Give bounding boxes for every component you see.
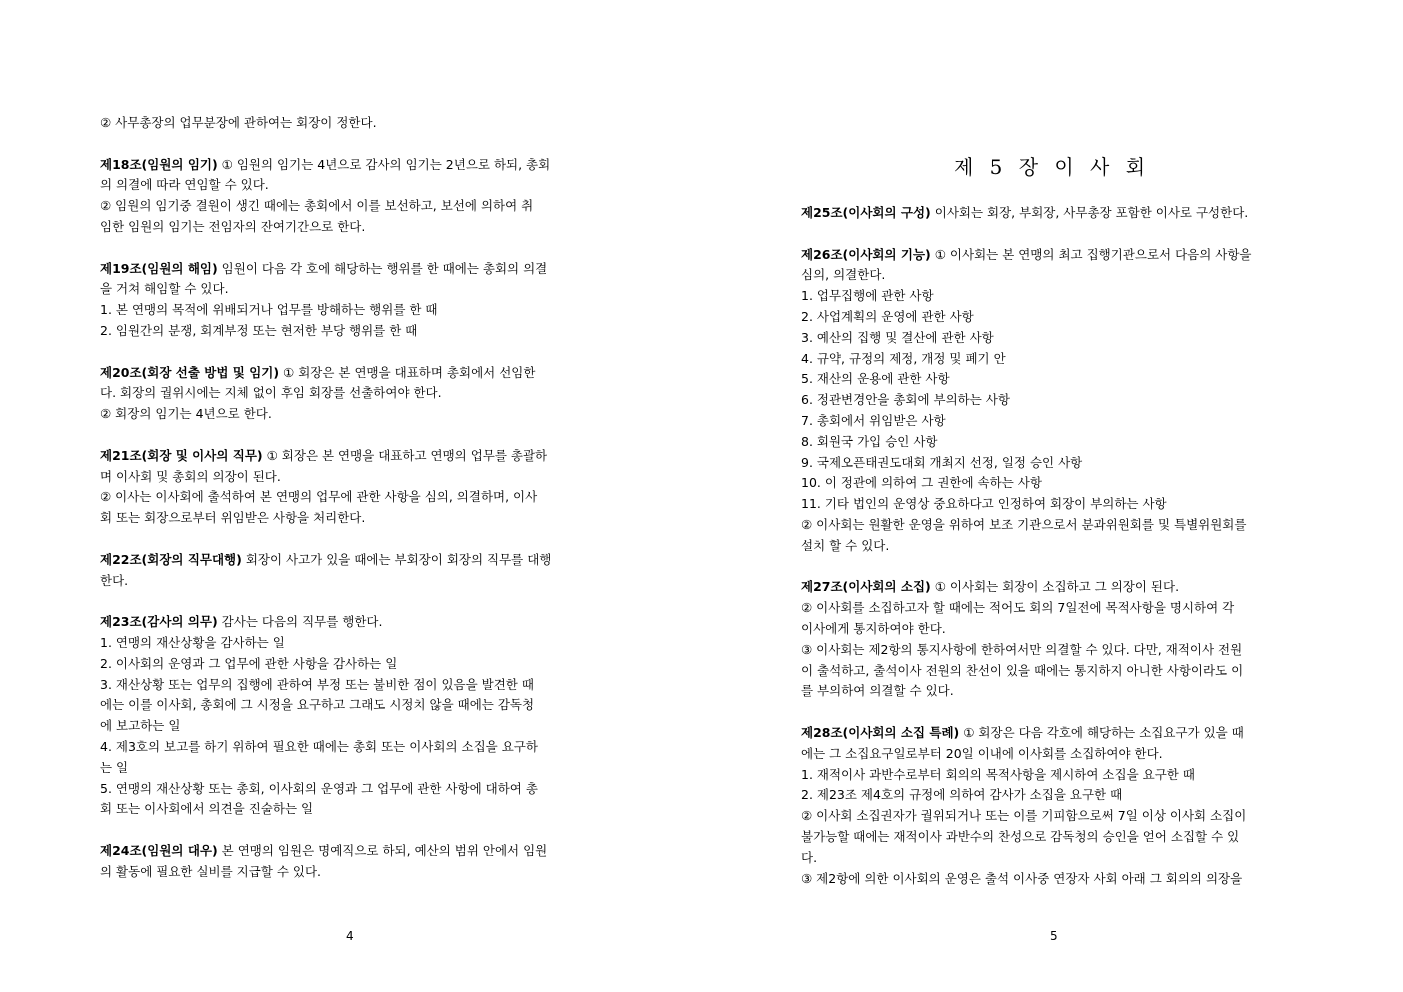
- text-content: ① 이사회는 본 연맹의 최고 집행기관으로서 다음의 사항을: [930, 246, 1252, 262]
- text-line: [100, 550, 602, 571]
- text-line: [801, 765, 1303, 786]
- text-line: [100, 363, 602, 384]
- text-content: 1. 연맹의 재산상황을 감사하는 일: [100, 634, 285, 650]
- text-content: 의 활동에 필요한 실비를 지급할 수 있다.: [100, 863, 322, 879]
- text-content: ① 이사회는 회장이 소집하고 그 의장이 된다.: [930, 579, 1180, 595]
- text-content: 불가능할 때에는 재적이사 과반수의 찬성으로 감독청의 승인을 얻어 소집할 수 있: [801, 828, 1240, 844]
- text-line: [100, 716, 602, 737]
- article-heading: 제18조(임원의 임기): [100, 156, 218, 172]
- text-content: ② 사무총장의 업무분장에 관하여는 회장이 정한다.: [100, 115, 377, 130]
- text-content: ② 이사는 이사회에 출석하여 본 연맹의 업무에 관한 사항을 심의, 의결하며, 이사: [100, 489, 538, 505]
- text-content: 9. 국제오픈태권도대회 개최지 선정, 일정 승인 사항: [801, 454, 1083, 470]
- text-content: 본 연맹의 임원은 명예직으로 하되, 예산의 범위 안에서 임원: [217, 842, 548, 858]
- text-content: 는 일: [100, 759, 129, 775]
- text-content: ① 회장은 본 연맹을 대표하며 총회에서 선임한: [279, 364, 536, 380]
- text-line: [801, 453, 1303, 474]
- text-line: [100, 695, 602, 716]
- article-heading: 제24조(임원의 대우): [100, 842, 218, 858]
- text-content: 8. 회원국 가입 승인 사항: [801, 433, 938, 449]
- text-content: 4. 제3호의 보고를 하기 위하여 필요한 때에는 총회 또는 이사회의 소집을 요구하: [100, 738, 538, 754]
- text-line: [100, 654, 602, 675]
- text-line: [801, 390, 1303, 411]
- text-line: [801, 681, 1303, 702]
- left-page: [0, 0, 701, 992]
- text-line: [801, 328, 1303, 349]
- text-content: 를 부의하여 의결할 수 있다.: [801, 683, 954, 699]
- text-content: 회장이 사고가 있을 때에는 부회장이 회장의 직무를 대행: [241, 551, 552, 567]
- article: [801, 577, 1303, 702]
- text-line: [100, 155, 602, 176]
- text-content: 11. 기타 법인의 운영상 중요하다고 인정하여 회장이 부의하는 사항: [801, 496, 1167, 512]
- chapter-title: 제 5 장 이 사 회: [953, 155, 1151, 179]
- text-line: [100, 321, 602, 342]
- text-line: [100, 446, 602, 467]
- text-line: [100, 862, 602, 883]
- text-line: [801, 723, 1303, 744]
- text-content: 의 의결에 따라 연임할 수 있다.: [100, 177, 269, 193]
- article-heading: 제26조(이사회의 기능): [801, 246, 931, 262]
- text-content: 회 또는 이사회에서 의견을 진술하는 일: [100, 801, 314, 817]
- text-content: 다. 회장의 궐위시에는 지체 없이 후임 회장를 선출하여야 한다.: [100, 385, 442, 401]
- text-line: [801, 536, 1303, 557]
- text-line: [801, 619, 1303, 640]
- text-content: ① 회장은 다음 각호에 해당하는 소집요구가 있을 때: [959, 724, 1244, 740]
- text-line: [100, 612, 602, 633]
- text-line: [801, 494, 1303, 515]
- text-content: 이 출석하고, 출석이사 전원의 찬선이 있을 때에는 통지하지 아니한 사항이라도 이: [801, 662, 1244, 678]
- article-heading: 제27조(이사회의 소집): [801, 579, 931, 595]
- text-content: 1. 재적이사 과반수로부터 회의의 목적사항을 제시하여 소집을 요구한 때: [801, 766, 1195, 782]
- text-line: [100, 113, 602, 134]
- text-content: 5. 재산의 운용에 관한 사항: [801, 371, 950, 387]
- text-line: [100, 300, 602, 321]
- text-content: 에는 이를 이사회, 총회에 그 시정을 요구하고 그래도 시정치 않을 때에는 감독청: [100, 697, 535, 713]
- text-line: [100, 799, 602, 820]
- text-line: [801, 848, 1303, 869]
- text-content: 임한 임원의 임기는 전임자의 잔여기간으로 한다.: [100, 218, 366, 234]
- text-line: [801, 785, 1303, 806]
- article-heading: 제21조(회장 및 이사의 직무): [100, 447, 263, 463]
- text-content: 심의, 의결한다.: [801, 267, 886, 283]
- text-line: [801, 598, 1303, 619]
- text-content: 감사는 다음의 직무를 행한다.: [217, 614, 383, 630]
- text-content: ③ 제2항에 의한 이사회의 운영은 출석 이사중 연장자 사회 아래 그 회의의 의장을: [801, 870, 1243, 886]
- text-content: ② 이사회 소집권자가 궐위되거나 또는 이를 기피함으로써 7일 이상 이사회 소집이: [801, 808, 1247, 824]
- text-line: [801, 369, 1303, 390]
- article-heading: 제22조(회장의 직무대행): [100, 551, 242, 567]
- text-line: [100, 404, 602, 425]
- text-line: [801, 203, 1303, 224]
- text-line: [801, 432, 1303, 453]
- text-content: 임원이 다음 각 호에 해당하는 행위를 한 때에는 총회의 의결: [217, 260, 548, 276]
- text-content: ② 이사회는 원활한 운영을 위하여 보조 기관으로서 분과위원회를 및 특별위원회를: [801, 516, 1247, 532]
- text-line: [100, 487, 602, 508]
- text-content: ① 임원의 임기는 4년으로 감사의 임기는 2년으로 하되, 총회: [217, 156, 551, 172]
- article-heading: 제19조(임원의 해임): [100, 260, 218, 276]
- article: [100, 155, 602, 238]
- text-line: [100, 196, 602, 217]
- text-line: [100, 217, 602, 238]
- text-line: [100, 633, 602, 654]
- article: [801, 245, 1303, 557]
- text-line: [100, 779, 602, 800]
- text-line: [801, 661, 1303, 682]
- text-line: [801, 265, 1303, 286]
- text-line: [100, 841, 602, 862]
- article: [801, 723, 1303, 889]
- text-content: 5. 연맹의 재산상황 또는 총회, 이사회의 운영과 그 업무에 관한 사항에 대하여 총: [100, 780, 538, 796]
- text-content: 설치 할 수 있다.: [801, 537, 890, 553]
- text-content: 1. 업무집행에 관한 사항: [801, 288, 934, 304]
- text-line: [100, 259, 602, 280]
- text-content: 6. 정관변경안을 총회에 부의하는 사항: [801, 392, 1010, 408]
- article-heading: 제23조(감사의 의무): [100, 614, 218, 630]
- right-page: [701, 0, 1403, 992]
- text-content: 3. 재산상황 또는 업무의 집행에 관하여 부정 또는 불비한 점이 있음을 발견한 때: [100, 676, 534, 692]
- text-content: 7. 총회에서 위임받은 사항: [801, 412, 946, 428]
- text-line: [100, 675, 602, 696]
- text-line: [100, 175, 602, 196]
- text-content: 1. 본 연맹의 목적에 위배되거나 업무를 방해하는 행위를 한 때: [100, 302, 438, 318]
- article: [100, 612, 602, 820]
- article: [801, 203, 1303, 224]
- article: [100, 113, 602, 134]
- text-line: [801, 869, 1303, 890]
- page-number-left: 4: [346, 929, 354, 943]
- article-heading: 제28조(이사회의 소집 특례): [801, 724, 960, 740]
- article: [100, 446, 602, 529]
- text-content: 2. 사업계획의 운영에 관한 사항: [801, 308, 974, 324]
- text-content: 2. 임원간의 분쟁, 회계부정 또는 현저한 부당 행위를 한 때: [100, 322, 418, 338]
- article-heading: 제20조(회장 선출 방법 및 임기): [100, 364, 280, 380]
- text-content: 에 보고하는 일: [100, 718, 181, 734]
- text-content: 4. 규약, 규정의 제정, 개정 및 폐기 안: [801, 350, 1006, 366]
- text-content: ① 회장은 본 연맹을 대표하고 연맹의 업무를 총괄하: [262, 447, 548, 463]
- text-line: [801, 349, 1303, 370]
- article: [100, 841, 602, 883]
- text-line: [100, 508, 602, 529]
- article-heading: 제25조(이사회의 구성): [801, 205, 931, 220]
- text-content: 3. 예산의 집행 및 결산에 관한 사항: [801, 329, 994, 345]
- text-line: [100, 383, 602, 404]
- text-line: [100, 571, 602, 592]
- text-line: [801, 307, 1303, 328]
- text-content: ② 회장의 임기는 4년으로 한다.: [100, 406, 272, 422]
- article: [100, 550, 602, 592]
- text-content: 에는 그 소집요구일로부터 20일 이내에 이사회를 소집하여야 한다.: [801, 745, 1163, 761]
- article: [100, 363, 602, 425]
- text-line: [801, 515, 1303, 536]
- text-line: [100, 467, 602, 488]
- page-number-right: 5: [1050, 929, 1058, 943]
- text-line: [801, 827, 1303, 848]
- text-line: [801, 245, 1303, 266]
- text-content: 회 또는 회장으로부터 위임받은 사항을 처리한다.: [100, 510, 366, 526]
- text-line: [801, 806, 1303, 827]
- text-content: 이사에게 통지하여야 한다.: [801, 620, 946, 636]
- text-line: [801, 640, 1303, 661]
- text-line: [100, 279, 602, 300]
- text-content: 2. 이사회의 운영과 그 업무에 관한 사항을 감사하는 일: [100, 655, 398, 671]
- text-content: 한다.: [100, 572, 129, 588]
- text-content: 2. 제23조 제4호의 규정에 의하여 감사가 소집을 요구한 때: [801, 787, 1123, 803]
- text-content: ② 임원의 임기중 결원이 생긴 때에는 총회에서 이를 보선하고, 보선에 의하여 취: [100, 198, 534, 214]
- right-page-body: [801, 203, 1303, 910]
- text-line: [801, 286, 1303, 307]
- text-content: 며 이사회 및 총회의 의장이 된다.: [100, 468, 281, 484]
- text-content: 을 거쳐 해임할 수 있다.: [100, 281, 229, 297]
- text-content: 다.: [801, 849, 818, 865]
- article: [100, 259, 602, 342]
- text-line: [801, 411, 1303, 432]
- text-line: [801, 744, 1303, 765]
- text-content: ③ 이사회는 제2항의 통지사항에 한하여서만 의결할 수 있다. 다만, 재적이사 전원: [801, 641, 1243, 657]
- text-line: [100, 737, 602, 758]
- text-line: [801, 577, 1303, 598]
- text-content: ② 이사회를 소집하고자 할 때에는 적어도 회의 7일전에 목적사항을 명시하여 각: [801, 600, 1235, 616]
- text-content: 이사회는 회장, 부회장, 사무총장 포함한 이사로 구성한다.: [930, 205, 1249, 220]
- text-line: [801, 473, 1303, 494]
- text-line: [100, 758, 602, 779]
- text-content: 10. 이 정관에 의하여 그 권한에 속하는 사항: [801, 475, 1042, 491]
- left-page-body: [100, 113, 602, 903]
